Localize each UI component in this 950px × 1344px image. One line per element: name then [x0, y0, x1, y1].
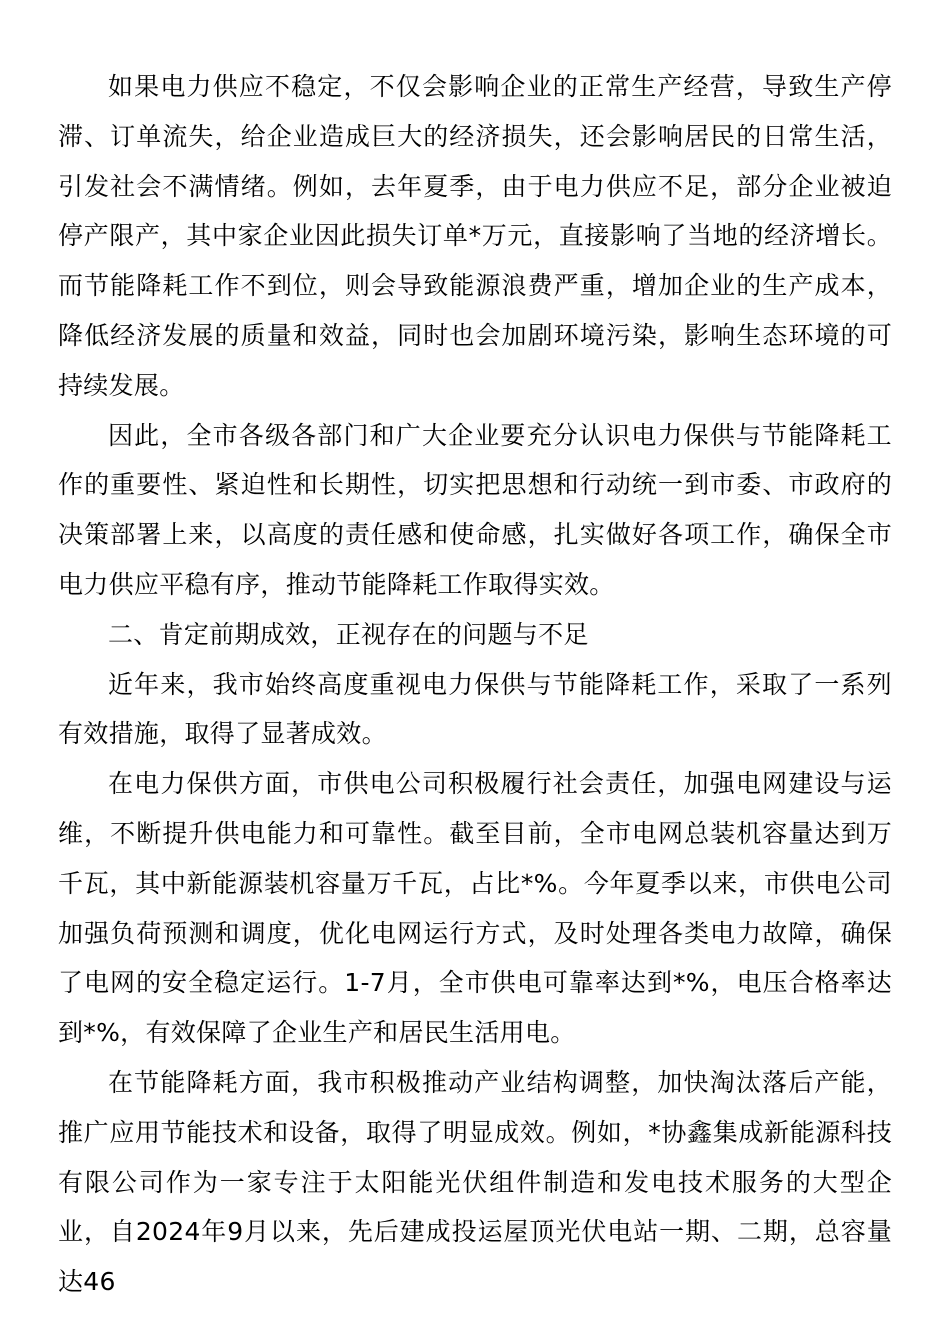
paragraph-power-supply: 在电力保供方面，市供电公司积极履行社会责任，加强电网建设与运维，不断提升供电能力和可靠性。截至目前，全市电网总装机容量达到万千瓦，其中新能源装机容量万千瓦，占比*%。今年夏季以来，市供电公司加强负荷预测和调度，优化电网运行方式，及时处理各类电力故障，确保了电网的安全稳定运行。1-7月，全市供电可靠率达到*%，电压合格率达到*%，有效保障了企业生产和居民生活用电。	[58, 769, 892, 1048]
document-page	[58, 62, 892, 1307]
paragraph-power-instability: 如果电力供应不稳定，不仅会影响企业的正常生产经营，导致生产停滞、订单流失，给企业造成巨大的经济损失，还会影响居民的日常生活，引发社会不满情绪。例如，去年夏季，由于电力供应不足，部分企业被迫停产限产，其中家企业因此损失订单*万元，直接影响了当地的经济增长。而节能降耗工作不到位，则会导致能源浪费严重，增加企业的生产成本，降低经济发展的质量和效益，同时也会加剧环境污染，影响生态环境的可持续发展。	[58, 72, 892, 400]
paragraph-recent-years: 近年来，我市始终高度重视电力保供与节能降耗工作，采取了一系列有效措施，取得了显著成效。	[58, 669, 892, 749]
paragraph-therefore: 因此，全市各级各部门和广大企业要充分认识电力保供与节能降耗工作的重要性、紧迫性和长期性，切实把思想和行动统一到市委、市政府的决策部署上来，以高度的责任感和使命感，扎实做好各项工作，确保全市电力供应平稳有序，推动节能降耗工作取得实效。	[58, 420, 892, 599]
paragraph-energy-saving: 在节能降耗方面，我市积极推动产业结构调整，加快淘汰落后产能，推广应用节能技术和设备，取得了明显成效。例如，*协鑫集成新能源科技有限公司作为一家专注于太阳能光伏组件制造和发电技术服务的大型企业，自2024年9月以来，先后建成投运屋顶光伏电站一期、二期，总容量达46	[58, 1067, 892, 1297]
section-heading-2: 二、肯定前期成效，正视存在的问题与不足	[108, 619, 589, 649]
